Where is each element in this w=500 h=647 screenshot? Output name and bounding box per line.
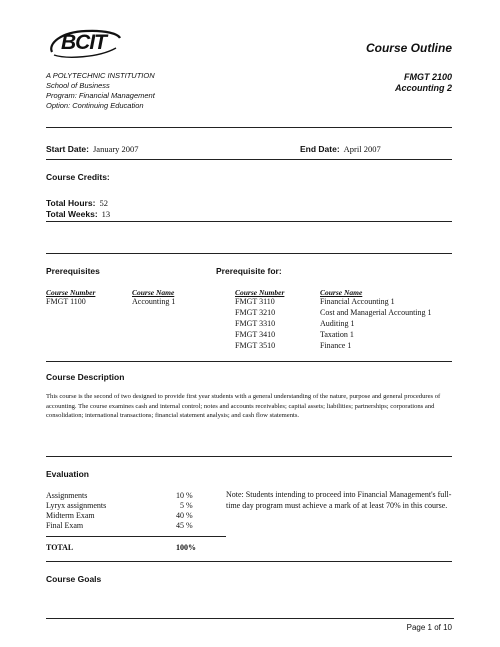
start-date-value: January 2007	[92, 144, 139, 154]
prereq-col-number: Course Number	[46, 288, 96, 297]
school-name: School of Business	[46, 81, 110, 90]
prereqfor-number: FMGT 3210	[235, 308, 276, 317]
program-name: Program: Financial Management	[46, 91, 155, 100]
prereqfor-number: FMGT 3410	[235, 330, 276, 339]
start-date	[46, 139, 139, 157]
divider	[46, 361, 452, 362]
eval-total-label: TOTAL	[46, 543, 74, 552]
prereqfor-number: FMGT 3310	[235, 319, 276, 328]
course-name: Accounting 2	[394, 83, 452, 93]
total-hours-value: 52	[99, 198, 108, 208]
total-hours-label: Total Hours:	[46, 198, 96, 208]
prereqfor-number: FMGT 3510	[235, 341, 276, 350]
total-weeks-value: 13	[101, 209, 111, 219]
prereqfor-name: Finance 1	[320, 341, 352, 350]
divider	[46, 253, 452, 254]
course-identity	[395, 72, 452, 94]
divider	[46, 456, 452, 457]
prereqfor-col-name: Course Name	[320, 288, 363, 297]
page-number: Page 1 of 10	[406, 623, 452, 632]
eval-pct: 45 %	[176, 521, 193, 530]
evaluation-note: Note: Students intending to proceed into Financial Management's full-time day program must achieve a mark of at least 70% in this course.	[226, 490, 452, 510]
start-date-label: Start Date:	[46, 144, 89, 154]
end-date-value: April 2007	[343, 144, 381, 154]
prereq-name: Accounting 1	[132, 297, 176, 306]
footer-divider	[46, 618, 454, 619]
prereqfor-name: Financial Accounting 1	[320, 297, 395, 306]
document-title: Course Outline	[365, 41, 452, 55]
description-text: This course is the second of two designed to provide first year students with a general understanding of the nature, purpose and general procedures of accounting. The course examines cash and internal control; notes and accounts receivables; capital assets; liabilities; partnerships; corporations and consolidation; international transactions; financial statement analysis; and cash flow statements.	[46, 393, 441, 419]
institution-block	[46, 71, 155, 111]
divider	[46, 221, 452, 222]
prereqfor-col-number: Course Number	[235, 288, 285, 297]
prereqfor-name: Auditing 1	[320, 319, 355, 328]
total-weeks	[46, 204, 110, 222]
goals-heading: Course Goals	[46, 574, 102, 584]
course-code: FMGT 2100	[403, 72, 452, 82]
prereq-col-name: Course Name	[132, 288, 175, 297]
eval-total-value: 100%	[176, 543, 196, 552]
end-date	[300, 139, 381, 157]
description-heading: Course Description	[46, 372, 125, 382]
total-divider	[46, 536, 226, 537]
prereq-number: FMGT 1100	[46, 297, 86, 306]
divider	[46, 561, 452, 562]
option-name: Option: Continuing Education	[46, 101, 144, 110]
eval-pct: 5 %	[180, 501, 193, 510]
prereqfor-number: FMGT 3110	[235, 297, 275, 306]
prereqfor-name: Cost and Managerial Accounting 1	[320, 308, 432, 317]
eval-item: Assignments	[46, 491, 88, 500]
eval-pct: 10 %	[176, 491, 193, 500]
divider	[46, 159, 452, 160]
eval-item: Midterm Exam	[46, 511, 95, 520]
total-weeks-label: Total Weeks:	[46, 209, 98, 219]
divider	[46, 127, 452, 128]
evaluation-heading: Evaluation	[46, 469, 89, 479]
bcit-logo	[46, 26, 126, 62]
eval-pct: 40 %	[176, 511, 193, 520]
logo-text: BCIT	[61, 31, 106, 54]
credits-heading: Course Credits:	[46, 172, 110, 182]
prerequisites-heading: Prerequisites	[46, 266, 100, 276]
prereqfor-name: Taxation 1	[320, 330, 354, 339]
eval-item: Final Exam	[46, 521, 84, 530]
institution-name: A POLYTECHNIC INSTITUTION	[46, 71, 155, 80]
prerequisite-for-heading: Prerequisite for:	[216, 266, 282, 276]
end-date-label: End Date:	[300, 144, 340, 154]
eval-item: Lyryx assignments	[46, 501, 107, 510]
